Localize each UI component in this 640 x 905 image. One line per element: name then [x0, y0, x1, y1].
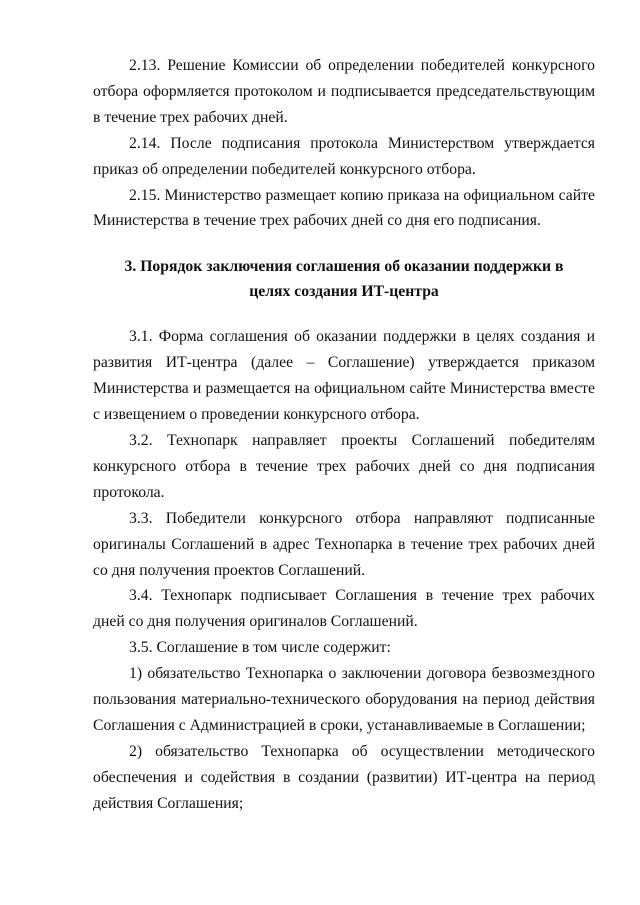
paragraph-3-5: 3.5. Соглашение в том числе содержит:: [129, 639, 391, 657]
paragraph-3-1: 3.1. Форма соглашения об оказании поддержки в целях создания и развития ИТ-центра (далее – Соглашение) утверждается приказом Министерства и размещается на официальном сайте Министерства вместе с извещением о проведении конкурсного отбора.: [93, 328, 595, 424]
section-3-heading-line-1: 3. Порядок заключения соглашения об оказании поддержки в: [124, 258, 564, 276]
section-3-heading: [93, 254, 595, 304]
paragraph-3-3: 3.3. Победители конкурсного отбора направляют подписанные оригиналы Соглашений в адрес Технопарка в течение трех рабочих дней со дня получения проектов Соглашений.: [93, 509, 595, 579]
paragraph-2-14: 2.14. После подписания протокола Министерством утверждается приказ об определении победителей конкурсного отбора.: [93, 134, 595, 178]
list-item-2: 2) обязательство Технопарка об осуществлении методического обеспечения и содействия в создании (развитии) ИТ-центра на период действия Соглашения;: [93, 742, 595, 812]
paragraph-2-13: 2.13. Решение Комиссии об определении победителей конкурсного отбора оформляется протоколом и подписывается председательствующим в течение трех рабочих дней.: [93, 57, 595, 126]
paragraph-3-2: 3.2. Технопарк направляет проекты Соглашений победителям конкурсного отбора в течение трех рабочих дней со дня подписания протокола.: [93, 431, 595, 501]
document-page: [93, 53, 595, 817]
section-3-heading-line-2: целях создания ИТ-центра: [249, 283, 439, 301]
paragraph-3-4: 3.4. Технопарк подписывает Соглашения в течение трех рабочих дней со дня получения оригиналов Соглашений.: [93, 587, 595, 631]
list-item-1: 1) обязательство Технопарка о заключении договора безвозмездного пользования материально-технического оборудования на период действия Соглашения с Администрацией в сроки, устанавливаемые в Соглашении;: [93, 665, 595, 734]
paragraph-2-15: 2.15. Министерство размещает копию приказа на официальном сайте Министерства в течение трех рабочих дней со дня его подписания.: [93, 186, 595, 230]
